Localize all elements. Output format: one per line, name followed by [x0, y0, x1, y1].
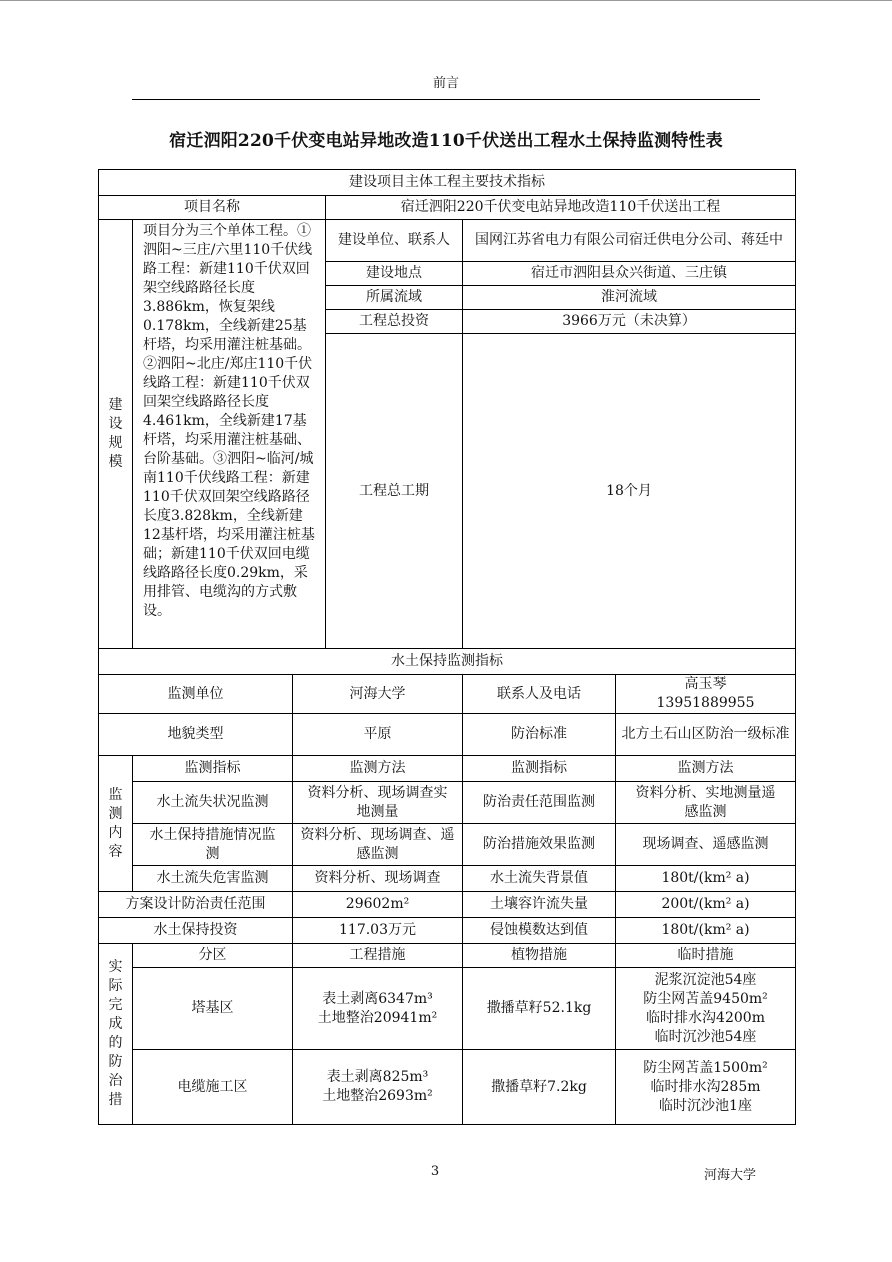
measure-line: 防尘网苫盖9450m²: [643, 990, 768, 1007]
measure-line: 临时沉沙池1座: [659, 1097, 752, 1114]
vertical-label-char: 内: [108, 824, 123, 841]
monitoring-characteristics-table: [98, 169, 796, 1125]
landform-value: 平原: [293, 714, 463, 756]
main-indicators-heading: 建设项目主体工程主要技术指标: [99, 170, 796, 196]
project-name-value: 宿迁泗阳220千伏变电站异地改造110千伏送出工程: [326, 196, 796, 220]
scope-value: 29602m²: [293, 892, 463, 918]
document-title: 宿迁泗阳220千伏变电站异地改造110千伏送出工程水土保持监测特性表: [169, 131, 723, 151]
monitoring-indicators-heading: 水土保持监测指标: [99, 649, 796, 675]
table-row-indicator: 防治措施效果监测: [463, 824, 616, 866]
vertical-label-char: 建: [108, 397, 123, 413]
table-row-indicator: 水土流失状况监测: [133, 782, 293, 824]
duration-label: 工程总工期: [326, 334, 463, 649]
monitor-unit-value: 河海大学: [293, 675, 463, 714]
swc-investment-label: 水土保持投资: [99, 918, 293, 944]
measure-line: 表土剥离6347m³: [322, 990, 433, 1007]
header-rule: [132, 99, 760, 100]
vertical-label-char: 设: [108, 416, 123, 432]
table-row-method: 资料分析、现场调查、遥感监测: [293, 824, 463, 866]
table-row-engineering: [293, 968, 463, 1050]
monitor-unit-label: 监测单位: [99, 675, 293, 714]
table-row-plant: 撒播草籽7.2kg: [463, 1050, 616, 1125]
duration-value: 18个月: [463, 334, 796, 649]
vertical-label-char: 际: [108, 978, 123, 994]
investment-value: 3966万元（未决算）: [463, 310, 796, 334]
builder-label: 建设单位、联系人: [326, 220, 463, 262]
contact-phone: 13951889955: [656, 695, 755, 711]
construction-scale-text: 项目分为三个单体工程。①泗阳~三庄/六里110千伏线路工程：新建110千伏双回架空线路路径长度3.886km，恢复架线0.178km，全线新建25基杆塔，均采用灌注桩基础。②泗阳~北庄/郑庄110千伏线路工程：新建110千伏双回架空线路路径长度4.461km，全线新建17基杆塔，均采用灌注桩基础、台阶基础。③泗阳~临河/城南110千伏线路工程：新建110千伏双回架空线路路径长度3.828km，全线新建12基杆塔，均采用灌注桩基础；新建110千伏双回电缆线路路径长度0.29km，采用排管、电缆沟的方式敷设。: [133, 220, 326, 649]
table-row-method: 180t/(km² a): [616, 866, 796, 892]
erosion-modulus-value: 180t/(km² a): [616, 918, 796, 944]
landform-label: 地貌类型: [99, 714, 293, 756]
construction-scale-label: [99, 220, 133, 649]
table-row-indicator: 防治责任范围监测: [463, 782, 616, 824]
vertical-label-char: 的: [108, 1035, 123, 1051]
measure-line: 表土剥离825m³: [326, 1069, 429, 1085]
col-zone: 分区: [133, 944, 293, 968]
vertical-label-char: 措: [108, 1092, 123, 1108]
table-row-engineering: [293, 1050, 463, 1125]
vertical-label-char: 防: [108, 1054, 123, 1070]
basin-label: 所属流域: [326, 286, 463, 310]
table-row-indicator: 水土流失危害监测: [133, 866, 293, 892]
vertical-label-char: 监: [108, 786, 123, 803]
investment-label: 工程总投资: [326, 310, 463, 334]
allowable-loss-value: 200t/(km² a): [616, 892, 796, 918]
builder-value: 国网江苏省电力有限公司宿迁供电分公司、蒋廷中: [463, 220, 796, 262]
measure-line: 临时沉沙池54座: [654, 1028, 757, 1045]
table-row-indicator: 水土保持措施情况监测: [133, 824, 293, 866]
page-number: 3: [430, 1164, 440, 1179]
measure-line: 土地整治20941m²: [317, 1009, 438, 1026]
col-temporary: 临时措施: [616, 944, 796, 968]
measure-line: 临时排水沟4200m: [646, 1009, 765, 1026]
vertical-label-char: 规: [108, 435, 123, 451]
standard-value: 北方土石山区防治一级标准: [616, 714, 796, 756]
contact-name: 高玉琴: [684, 676, 727, 692]
erosion-modulus-label: 侵蚀模数达到值: [463, 918, 616, 944]
vertical-label-char: 治: [108, 1073, 123, 1089]
running-header: 前言: [432, 76, 459, 91]
table-row-method: 现场调查、遥感监测: [616, 824, 796, 866]
measure-line: 防尘网苫盖1500m²: [643, 1059, 768, 1076]
location-label: 建设地点: [326, 262, 463, 286]
col-indicator-1: 监测指标: [133, 756, 293, 782]
col-method-2: 监测方法: [616, 756, 796, 782]
table-row-plant: 撒播草籽52.1kg: [463, 968, 616, 1050]
table-row-zone: 塔基区: [133, 968, 293, 1050]
completed-measures-label: [99, 944, 133, 1125]
table-row-method: 资料分析、现场调查实地测量: [293, 782, 463, 824]
measure-line: 临时排水沟285m: [650, 1078, 761, 1095]
vertical-label-char: 容: [108, 843, 123, 860]
scope-label: 方案设计防治责任范围: [99, 892, 293, 918]
monitoring-content-label: [99, 756, 133, 892]
table-row-temporary: [616, 1050, 796, 1125]
table-row-temporary: [616, 968, 796, 1050]
page-top-border: [0, 0, 892, 1]
table-row-zone: 电缆施工区: [133, 1050, 293, 1125]
vertical-label-char: 测: [108, 805, 123, 822]
contact-value: [616, 675, 796, 714]
footer-organization: 河海大学: [703, 1168, 756, 1183]
vertical-label-char: 完: [108, 997, 123, 1013]
vertical-label-char: 模: [108, 454, 123, 470]
vertical-label-char: 实: [108, 959, 123, 975]
col-method-1: 监测方法: [293, 756, 463, 782]
standard-label: 防治标准: [463, 714, 616, 756]
col-plant: 植物措施: [463, 944, 616, 968]
measure-line: 泥浆沉淀池54座: [654, 971, 757, 988]
vertical-label-char: 成: [108, 1016, 123, 1032]
allowable-loss-label: 土壤容许流失量: [463, 892, 616, 918]
swc-investment-value: 117.03万元: [293, 918, 463, 944]
contact-label: 联系人及电话: [463, 675, 616, 714]
project-name-label: 项目名称: [99, 196, 326, 220]
basin-value: 淮河流域: [463, 286, 796, 310]
measure-line: 土地整治2693m²: [322, 1088, 433, 1104]
table-row-indicator: 水土流失背景值: [463, 866, 616, 892]
table-row-method: 资料分析、现场调查: [293, 866, 463, 892]
col-indicator-2: 监测指标: [463, 756, 616, 782]
table-row-method: 资料分析、实地测量遥感监测: [616, 782, 796, 824]
col-engineering: 工程措施: [293, 944, 463, 968]
location-value: 宿迁市泗阳县众兴街道、三庄镇: [463, 262, 796, 286]
